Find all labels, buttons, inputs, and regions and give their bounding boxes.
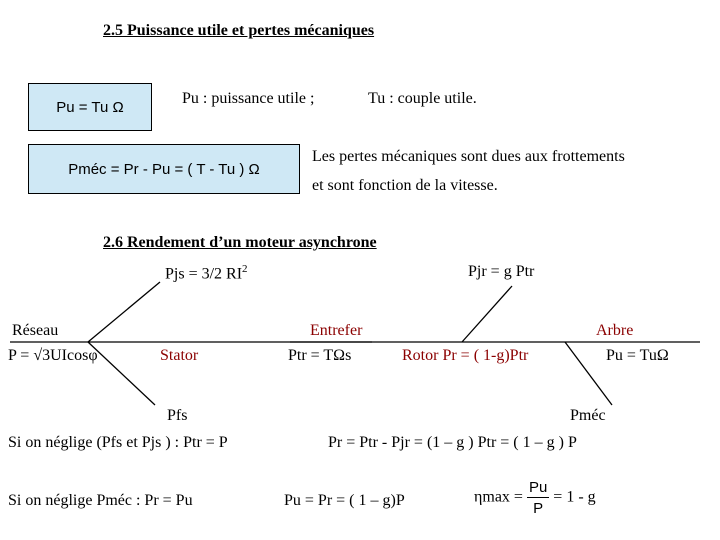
section-title-puissance-utile: 2.5 Puissance utile et pertes mécaniques: [103, 22, 375, 39]
label-pjr: Pjr = g Ptr: [468, 263, 535, 280]
note-line-1: Les pertes mécaniques sont dues aux frottements: [312, 148, 625, 165]
formula-box-pu: Pu = Tu Ω: [28, 83, 152, 131]
equation-pr: Pr = Ptr - Pjr = (1 – g ) Ptr = ( 1 – g ) P: [328, 434, 577, 451]
note-line-2: et sont fonction de la vitesse.: [312, 177, 498, 194]
label-rotor: Rotor Pr = ( 1-g)Ptr: [402, 347, 529, 364]
flow-line-pjr-branch: [462, 286, 512, 342]
eta-prefix: ηmax =: [474, 488, 523, 506]
label-pfs: Pfs: [167, 407, 188, 424]
equation-eta-max: [474, 480, 596, 516]
flow-line-pmec-branch: [565, 342, 612, 405]
equation-pu: Pu = Pr = ( 1 – g)P: [284, 492, 405, 509]
label-pjs: Pjs = 3/2 $RI^2$: [165, 263, 248, 283]
formula-box-pmec: Pméc = Pr - Pu = ( T - Tu ) Ω: [28, 144, 300, 194]
formula-arbre: Pu = TuΩ: [606, 347, 669, 364]
equation-neglect-pfs: Si on néglige (Pfs et Pjs ) : Ptr = P: [8, 434, 228, 451]
definition-pu: Pu : puissance utile ;: [182, 90, 315, 107]
flow-line-pjs-branch: [88, 282, 160, 342]
eta-denominator: P: [533, 500, 544, 517]
label-pmec: Pméc: [570, 407, 606, 424]
eta-numerator: Pu: [528, 479, 548, 496]
label-arbre: Arbre: [596, 322, 634, 339]
equation-neglect-pmec: Si on néglige Pméc : Pr = Pu: [8, 492, 193, 509]
flow-line-pfs-branch: [88, 342, 155, 405]
formula-reseau: P = √3UIcosφ: [8, 347, 98, 364]
section-title-rendement: 2.6 Rendement d’un moteur asynchrone: [103, 234, 377, 251]
label-entrefer: Entrefer: [310, 322, 363, 339]
eta-suffix: = 1 - g: [553, 488, 596, 506]
eta-fraction: [527, 480, 549, 516]
definition-tu: Tu : couple utile.: [368, 90, 477, 107]
formula-entrefer: Ptr = TΩs: [288, 347, 352, 364]
label-reseau: Réseau: [12, 322, 59, 339]
label-stator: Stator: [160, 347, 199, 364]
